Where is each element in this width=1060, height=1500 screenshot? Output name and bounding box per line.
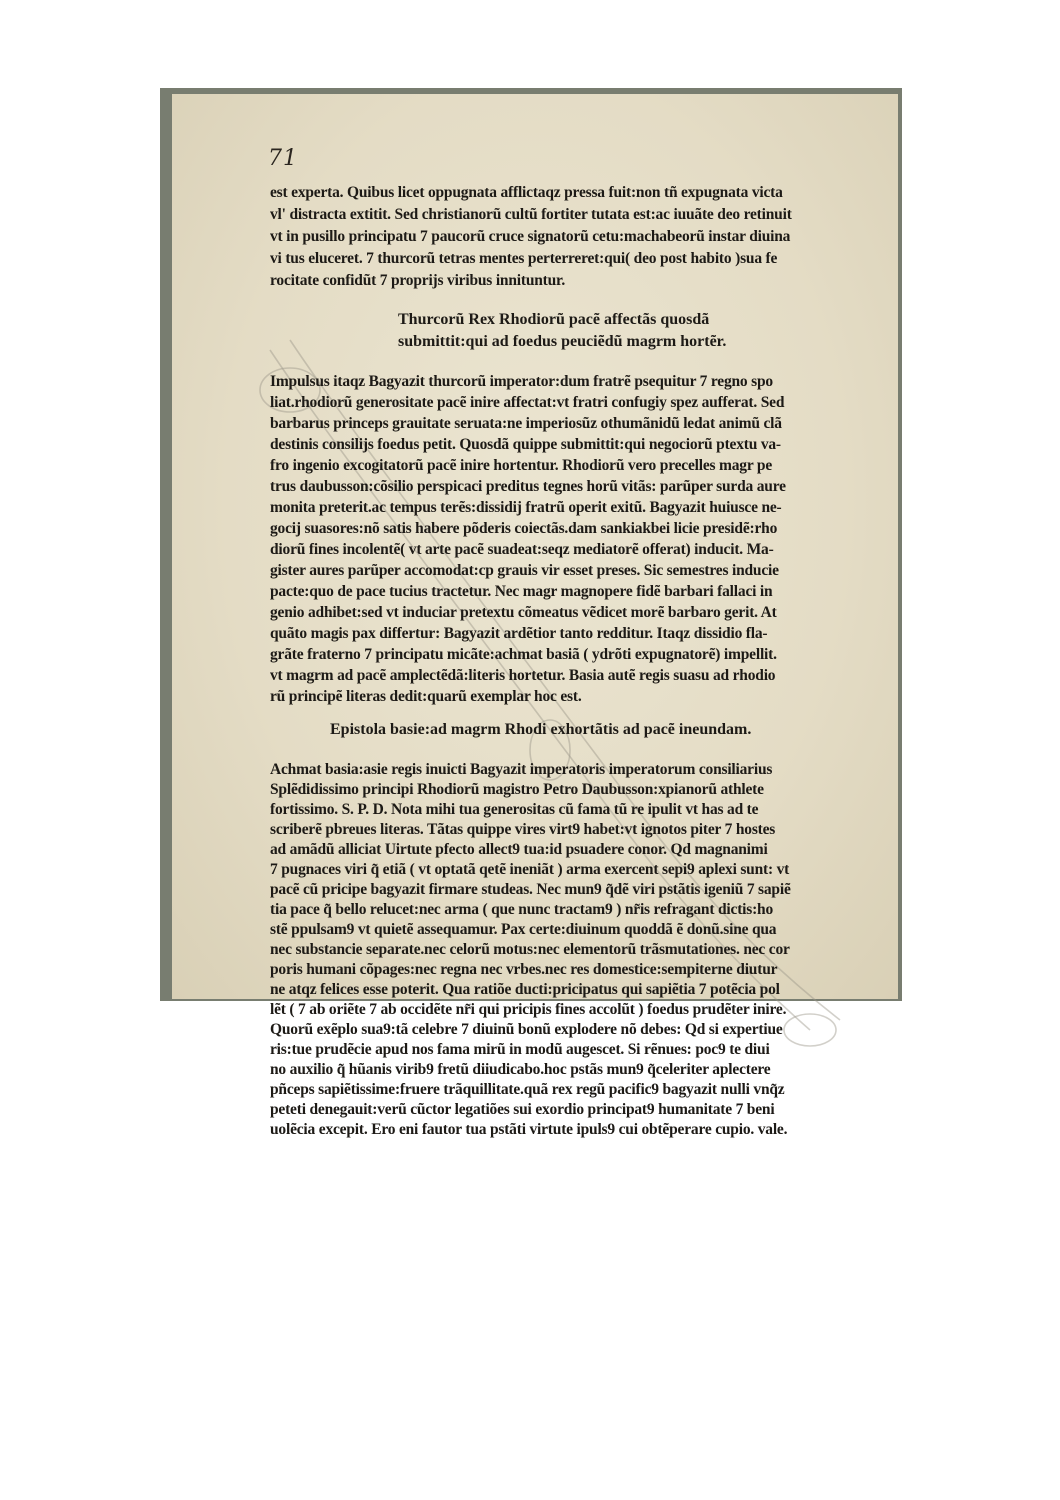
text-line: pacẽ cũ pricipe bagyazit firmare studeas. Nec mun9 q̃dẽ viri pstãtis igeniũ 7 sapiẽ <box>270 881 791 898</box>
text-line: vi tus eluceret. 7 thurcorũ tetras mentes perterreret:qui( deo post habito )sua fe <box>270 250 778 267</box>
text-line: Splẽdidissimo principi Rhodiorũ magistro Petro Daubusson:xpianorũ athlete <box>270 781 764 798</box>
text-line: gocij suasores:nõ satis habere põderis coiectãs.dam sankiakbei licie presidẽ:rho <box>270 520 778 537</box>
text-line: est experta. Quibus licet oppugnata afflictaqz pressa fuit:non tñ expugnata victa <box>270 184 783 201</box>
text-line: vt in pusillo principatu 7 paucorũ cruce signatorũ cetu:machabeorũ instar diuina <box>270 228 791 245</box>
section-heading: Thurcorũ Rex Rhodiorũ pacẽ affectãs quosdã <box>398 311 710 328</box>
text-line: nec substancie separate.nec celorũ motus:nec elementorũ trãsmutationes. nec cor <box>270 941 790 958</box>
text-line: rocitate confidũt 7 proprijs viribus innituntur. <box>270 272 565 289</box>
text-line: barbarus princeps grauitate seruata:ne imperiosũz othumãnidũ ledat animũ clã <box>270 415 782 432</box>
text-line: gister aures parũper accomodat:cp grauis vir esset preses. Sic semestres inducie <box>270 562 779 579</box>
text-line: grãte fraterno 7 principatu micãte:achmat basiã ( ydrõti expugnatorẽ) impellit. <box>270 646 777 663</box>
text-line: destinis consilijs foedus petit. Quosdã quippe submittit:qui negociorũ ptextu va- <box>270 436 781 453</box>
text-line: tia pace q̃ bello relucet:nec arma ( que nunc tractam9 ) nr̃is refragant dictis:ho <box>270 901 774 918</box>
text-line: peteti denegauit:verũ cũctor legatiões sui exordio principat9 humanitate 7 beni <box>270 1101 775 1118</box>
folio-number: 71 <box>268 146 298 171</box>
text-line: pñceps sapiẽtissime:fruere trãquillitate.quã rex regũ pacific9 bagyazit nulli vnq̃z <box>270 1081 785 1098</box>
text-line: scriberẽ pbreues literas. Tãtas quippe vires virt9 habet:vt ignotos piter 7 hostes <box>270 821 776 838</box>
text-line: Quorũ exẽplo sua9:tã celebre 7 diuinũ bonũ explodere nõ debes: Qd si expertiue <box>270 1021 783 1038</box>
text-line: genio adhibet:sed vt induciar pretextu cõmeatus vẽdicet morẽ barbaro gerit. At <box>270 604 777 621</box>
text-line: quãto magis pax differtur: Bagyazit ardẽtior tanto redditur. Itaqz dissidio fla- <box>270 625 768 642</box>
text-line: ris:tue prudẽcie apud nos fama mirũ in modũ augescet. Si rẽnues: poc9 te diui <box>270 1041 770 1058</box>
text-line: fortissimo. S. P. D. Nota mihi tua generositas cũ fama tũ re ipulit vt has ad te <box>270 801 759 818</box>
text-line: rũ principẽ literas dedit:quarũ exemplar hoc est. <box>270 688 582 705</box>
text-line: stẽ ppulsam9 vt quietẽ assequamur. Pax certe:diuinum quoddã ẽ donũ.sine qua <box>270 921 777 938</box>
text-line: uolẽcia excepit. Ero eni fautor tua pstãti virtute ipuls9 cui obtẽperare cupio. vale. <box>270 1121 788 1138</box>
text-line: trus daubusson:cõsilio perspicaci preditus tegnes horũ vitãs: parũper surda aure <box>270 478 786 495</box>
text-line: vl' distracta extitit. Sed christianorũ cultũ fortiter tutata est:ac iuuãte deo retinuit <box>270 206 792 223</box>
text-line: fro ingenio excogitatorũ pacẽ inire hortentur. Rhodiorũ vero precelles magr pe <box>270 457 773 474</box>
text-line: lẽt ( 7 ab oriẽte 7 ab occidẽte nr̃i qui pricipis fines accolũt ) foedus prudẽter inire. <box>270 1001 787 1018</box>
text-line: diorũ fines incolentẽ( vt arte pacẽ suadeat:seqz mediatorẽ offerat) inducit. Ma- <box>270 541 774 558</box>
section-heading: submittit:qui ad foedus peuciẽdũ magrm hortẽr. <box>398 333 727 350</box>
text-line: monita preterit.ac tempus terẽs:dissidij fratrũ operit exitũ. Bagyazit huiusce ne- <box>270 499 782 516</box>
text-line: vt magrm ad pacẽ amplectẽdã:literis hortetur. Basia autẽ regis suasu ad rhodio <box>270 667 776 684</box>
text-line: Achmat basia:asie regis inuicti Bagyazit imperatoris imperatorum consiliarius <box>270 761 773 778</box>
text-line: ad amãdũ alliciat Uirtute pfecto allect9 tua:id psuadere conor. Qd magnanimi <box>270 841 768 858</box>
letter-heading: Epistola basie:ad magrm Rhodi exhortãtis ad pacẽ ineundam. <box>330 721 752 738</box>
text-line: Impulsus itaqz Bagyazit thurcorũ imperator:dum fratrẽ psequitur 7 regno spo <box>270 373 773 390</box>
text-line: 7 pugnaces viri q̃ etiã ( vt optatã qetẽ ineniãt ) arma exercent sepi9 aplexi sunt: vt <box>270 861 790 878</box>
text-line: poris humani cõpages:nec regna nec vrbes.nec res domestice:sempiterne diutur <box>270 961 778 978</box>
text-line: pacte:quo de pace tucius tractetur. Nec magr magnopere fidẽ barbari fallaci in <box>270 583 773 600</box>
text-line: no auxilio q̃ hũanis virib9 fretũ diiudicabo.hoc pstãs mun9 q̃celeriter aplectere <box>270 1061 771 1078</box>
text-line: ne atqz felices esse poterit. Qua ratiõe ducti:pricipatus qui sapiẽtia 7 potẽcia pol <box>270 981 780 998</box>
text-line: liat.rhodiorũ generositate pacẽ inire affectat:vt fratri confugiy spez aufferat. Sed <box>270 394 785 411</box>
